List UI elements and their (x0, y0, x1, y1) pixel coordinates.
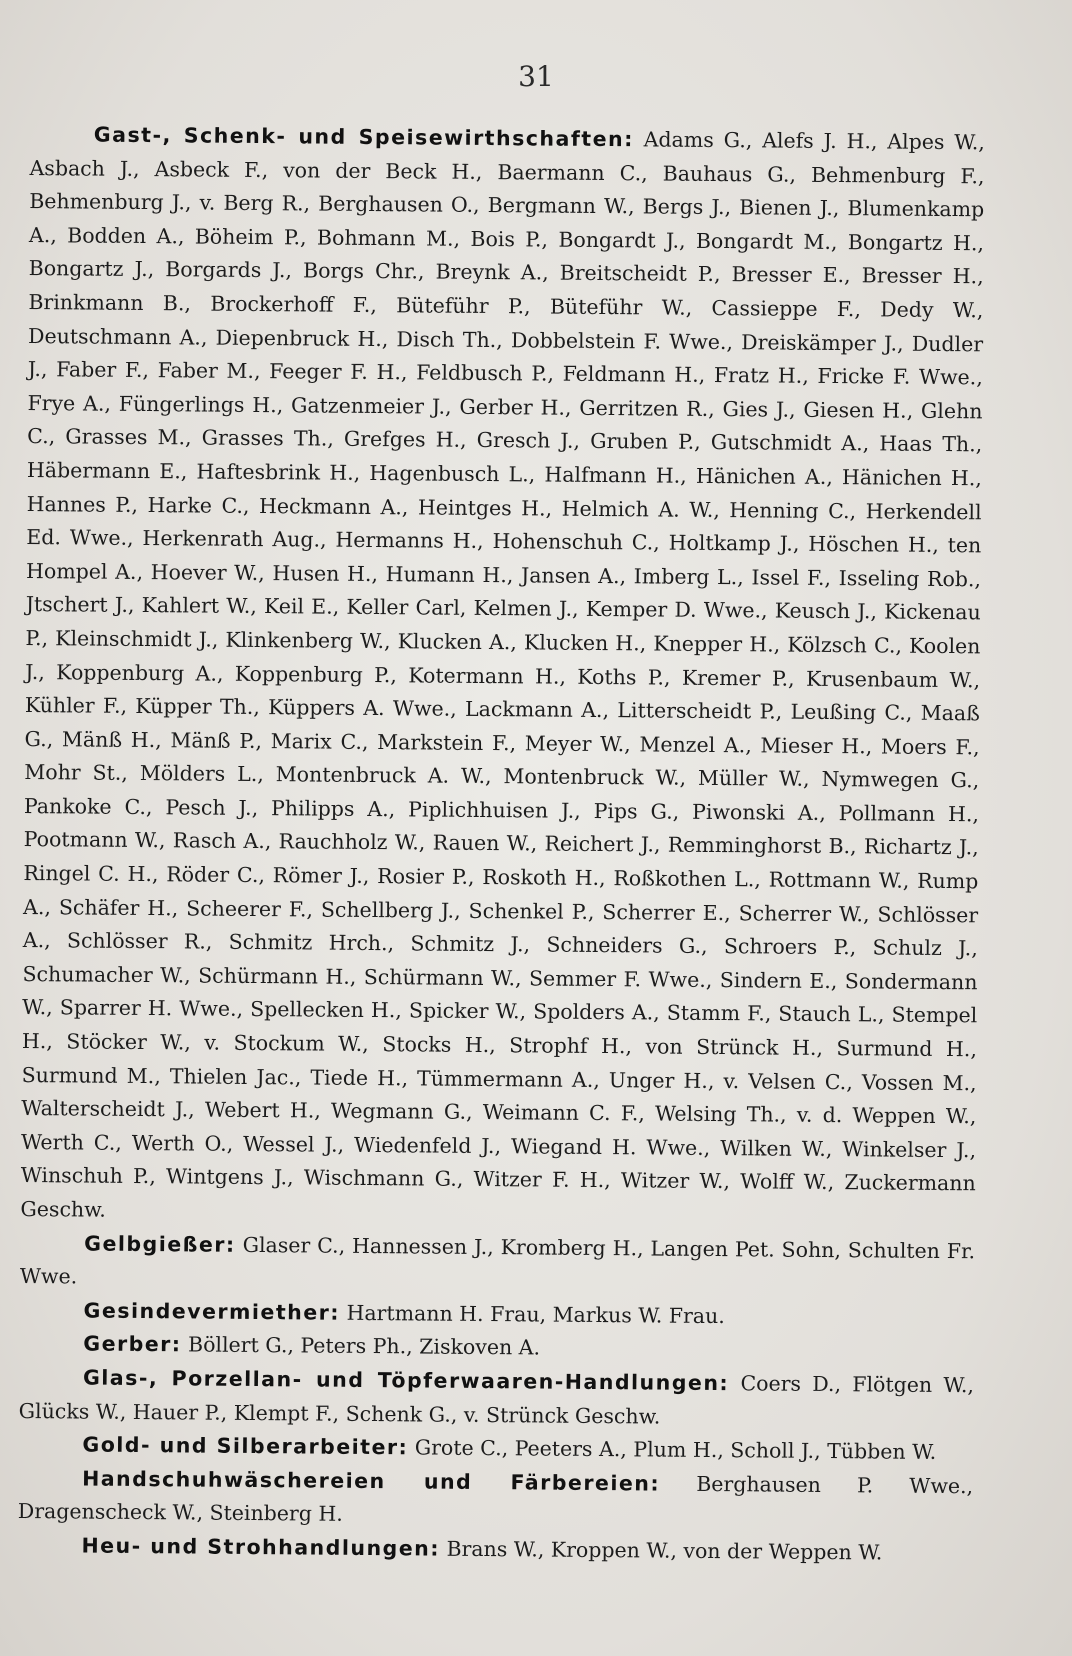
entry-gelbgiesser (20, 1227, 976, 1303)
entry-heading: Handschuhwäschereien und Färbereien: (82, 1466, 661, 1496)
entry-text: Hartmann H. Frau, Markus W. Frau. (346, 1300, 725, 1328)
entry-heading: Gelbgießer: (84, 1231, 236, 1257)
entry-heading: Gast-, Schenk- und Speisewirthschaften: (93, 122, 634, 152)
entry-heading: Heu- und Strohhandlungen: (81, 1533, 441, 1561)
entry-heading: Gesindevermiether: (83, 1298, 341, 1325)
entry-glas-porzellan (19, 1361, 975, 1437)
entry-heading: Gerber: (83, 1331, 182, 1357)
entry-text: Berghausen P. Wwe., Dragenscheck W., Steinberg H. (17, 1471, 974, 1527)
entry-handschuhwaeschereien (18, 1462, 974, 1538)
entry-heading: Gold- und Silberarbeiter: (82, 1432, 409, 1460)
directory-content (17, 118, 985, 1571)
entry-text: Brans W., Kroppen W., von der Weppen W. (446, 1536, 883, 1565)
entry-text: Glaser C., Hannessen J., Kromberg H., Langen Pet. Sohn, Schulten Fr. Wwe. (19, 1232, 976, 1289)
entry-text: Böllert G., Peters Ph., Ziskoven A. (187, 1332, 541, 1360)
entry-heu-stroh (17, 1529, 972, 1571)
page-number: 31 (518, 60, 554, 93)
entry-text: Grote C., Peeters A., Plum H., Scholl J., Tübben W. (414, 1435, 937, 1465)
entry-text: Adams G., Alefs J. H., Alpes W., Asbach J., Asbeck F., von der Beck H., Baermann C., Bauhaus G., Behmenburg F., Behmenburg J., v. Berg R., Berghausen O., Bergmann W., Bergs J., Bienen J., Blumenkamp A., Bodden A., Böheim P., Bohmann M., Bois P., Bongardt J., Bongardt M., Bongartz H., Bongartz J., Borgards J., Borgs Chr., Breynk A., Breitscheidt P., Bresser E., Bresser H., Brinkmann B., Brockerhoff F., Büteführ P., Büteführ W., Cassieppe F., Dedy W., Deutschmann A., Diepenbruck H., Disch Th., Dobbelstein F. Wwe., Dreiskämper J., Dudler J., Faber F., Faber M., Feeger F. H., Feldbusch P., Feldmann H., Fratz H., Fricke F. Wwe., Frye A., Füngerlings H., Gatzenmeier J., Gerber H., Gerritzen R., Gies J., Giesen H., Glehn C., Grasses M., Grasses Th., Grefges H., Gresch J., Gruben P., Gutschmidt A., Haas Th., Häbermann E., Haftesbrink H., Hagenbusch L., Halfmann H., Hänichen A., Hänichen H., Hannes P., Harke C., Heckmann A., Heintges H., Helmich A. W., Henning C., Herkendell Ed. Wwe., Herkenrath Aug., Hermanns H., Hohenschuh C., Holtkamp J., Höschen H., ten Hompel A., Hoever W., Husen H., Humann H., Jansen A., Imberg L., Issel F., Isseling Rob., Jtschert J., Kahlert W., Keil E., Keller Carl, Kelmen J., Kemper D. Wwe., Keusch J., Kickenau P., Kleinschmidt J., Klinkenberg W., Klucken A., Klucken H., Knepper H., Kölzsch C., Koolen J., Koppenburg A., Koppenburg P., Kotermann H., Koths P., Kremer P., Krusenbaum W., Kühler F., Küpper Th., Küppers A. Wwe., Lackmann A., Litterscheidt P., Leußing C., Maaß G., Mänß H., Mänß P., Marix C., Markstein F., Meyer W., Menzel A., Mieser H., Moers F., Mohr St., Mölders L., Montenbruck A. W., Montenbruck W., Müller W., Nymwegen G., Pankoke C., Pesch J., Philipps A., Piplichhuisen J., Pips G., Piwonski A., Pollmann H., Pootmann W., Rasch A., Rauchholz W., Rauen W., Reichert J., Remminghorst B., Richartz J., Ringel C. H., Röder C., Römer J., Rosier P., Roskoth H., Roßkothen L., Rottmann W., Rump A., Schäfer H., Scheerer F., Schellberg J., Schenkel P., Scherrer E., Scherrer W., Schlösser A., Schlösser R., Schmitz Hrch., Schmitz J., Schneiders G., Schroers P., Schulz J., Schumacher W., Schürmann H., Schürmann W., Semmer F. Wwe., Sindern E., Sondermann W., Sparrer H. Wwe., Spellecken H., Spicker W., Spolders A., Stamm F., Stauch L., Stempel H., Stöcker W., v. Stockum W., Stocks H., Strophf H., von Strünck H., Surmund H., Surmund M., Thielen Jac., Tiede H., Tümmermann A., Unger H., v. Velsen C., Vossen M., Walterscheidt J., Webert H., Wegmann G., Weimann C. F., Welsing Th., v. d. Weppen W., Werth C., Werth O., Wessel J., Wiedenfeld J., Wiegand H. Wwe., Wilken W., Winkelser J., Winschuh P., Wintgens J., Wischmann G., Witzer F. H., Witzer W., Wolff W., Zuckermann Geschw. (20, 127, 985, 1222)
entry-gastwirthschaften (20, 118, 985, 1235)
entry-heading: Glas-, Porzellan- und Töpferwaaren-Handlungen: (82, 1365, 730, 1396)
entry-text: Coers D., Flötgen W., Glücks W., Hauer P., Klempt F., Schenk G., v. Strünck Geschw. (18, 1371, 975, 1429)
